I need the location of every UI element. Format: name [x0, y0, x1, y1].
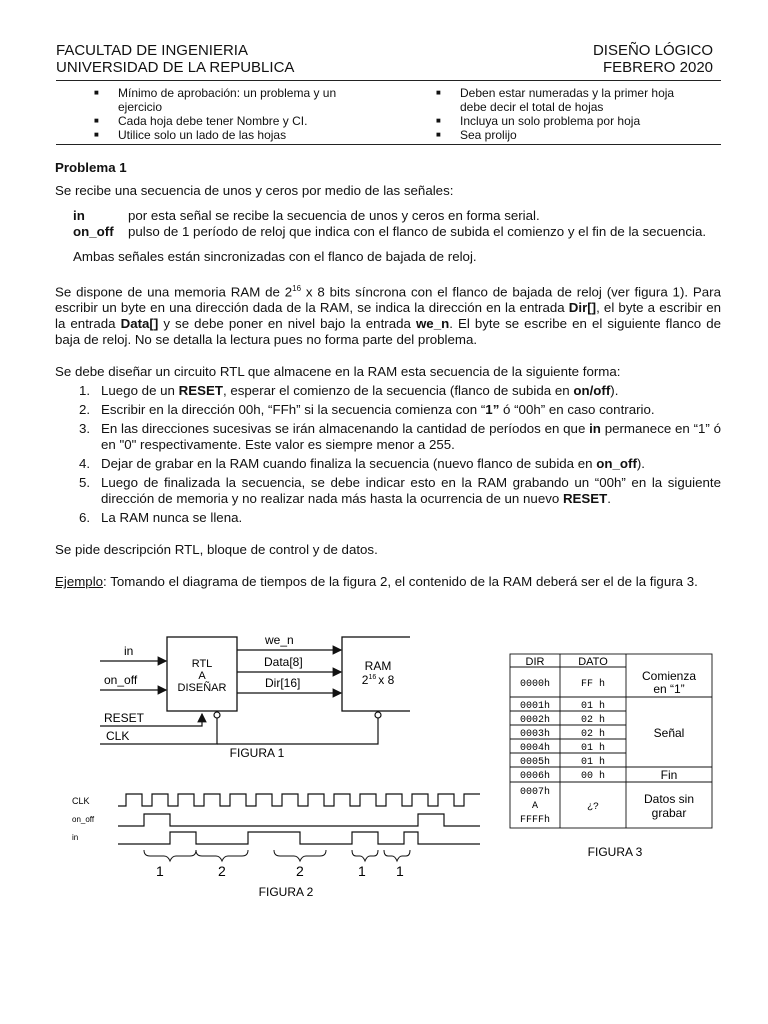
- note-cell: Comienza: [641, 669, 697, 683]
- figure-1-block-diagram: [100, 630, 410, 765]
- dir-cell: 0000h: [519, 679, 551, 690]
- in-waveform: [118, 832, 480, 844]
- figure-3-caption: FIGURA 3: [587, 845, 643, 859]
- rtl-label: DISEÑAR: [177, 682, 227, 694]
- signal-name: on_off: [73, 224, 114, 239]
- we-signal-label: we_n: [265, 633, 294, 647]
- problem-body: [55, 160, 721, 590]
- dir-cell: A: [531, 801, 539, 812]
- onoff-trace-label: on_off: [72, 815, 95, 824]
- design-steps: [55, 383, 721, 526]
- rule-item: ■ Mínimo de aprobación: un problema y un ejercicio: [94, 86, 337, 114]
- note-cell: grabar: [651, 806, 687, 820]
- problem-intro: Se recibe una secuencia de unos y ceros por medio de las señales:: [55, 183, 454, 198]
- count-label: 1: [156, 863, 164, 879]
- step-item: 4. Dejar de grabar en la RAM cuando finaliza la secuencia (nuevo flanco de subida en on_off).: [79, 456, 645, 472]
- onoff-signal-label: on_off: [104, 673, 138, 687]
- in-trace-label: in: [72, 833, 79, 842]
- ram-paragraph: Se dispone de una memoria RAM de $2^{16}$ x 8 bits síncrona con el flanco de bajada de reloj (ver figura 1). Para escribir un byte en una dirección dada de la RAM, se indica la dirección en la entrada Dir[], el byte a escribir en la entrada Data[] y se debe poner en nivel bajo la entrada we_n. El byte se escribe en el siguiente flanco de baja de reloj. No se detalla la lectura pues no forma parte del problema.: [55, 284, 722, 348]
- university-name: UNIVERSIDAD DE LA REPUBLICA: [56, 59, 295, 76]
- step-item: 6. La RAM nunca se llena.: [79, 510, 243, 526]
- note-cell: Datos sin: [643, 792, 695, 806]
- table-header: DIR: [525, 656, 545, 668]
- bullet-icon: ■: [436, 130, 441, 139]
- signal-in: [55, 208, 721, 224]
- task-request: Se pide descripción RTL, bloque de control y de datos.: [55, 542, 378, 558]
- dir-cell: 0007h: [519, 787, 551, 798]
- rule-item: ■ Sea prolijo: [436, 128, 517, 142]
- data-bus-label: Data[8]: [264, 655, 303, 669]
- dir-cell: 0006h: [519, 771, 551, 782]
- rule-item: ■ Deben estar numeradas y la primer hoja debe decir el total de hojas: [436, 86, 675, 114]
- rules-divider: [56, 144, 721, 145]
- step-item: 5. Luego de finalizada la secuencia, se debe indicar esto en la RAM grabando un “00h” en la siguiente dirección de memoria y no realizar nada más hasta la ocurrencia de un nuevo RESET.: [79, 475, 721, 507]
- figure-1-caption: FIGURA 1: [229, 746, 285, 760]
- signal-desc: pulso de 1 período de reloj que indica con el flanco de subida el comienzo y el fin de la secuencia.: [128, 224, 707, 239]
- rule-item: ■ Cada hoja debe tener Nombre y CI.: [94, 114, 308, 128]
- note-cell: en “1”: [653, 682, 685, 696]
- example-paragraph: Ejemplo: Tomando el diagrama de tiempos de la figura 2, el contenido de la RAM deberá ser el de la figura 3.: [55, 574, 698, 590]
- step-item: 3. En las direcciones sucesivas se irán almacenando la cantidad de períodos en que in permanece en “1” ó en "0" respectivamente. Este valor es siempre menor a 255.: [79, 421, 721, 453]
- figure-3-ram-table: [508, 652, 718, 862]
- bullet-icon: ■: [94, 88, 99, 97]
- dato-cell: 02 h: [580, 729, 606, 740]
- dato-cell: 01 h: [580, 757, 606, 768]
- count-label: 1: [358, 863, 366, 879]
- note-cell: Señal: [653, 726, 685, 740]
- dato-cell: 01 h: [580, 701, 606, 712]
- signal-onoff: [55, 224, 721, 240]
- rtl-label: A: [198, 670, 206, 682]
- dato-cell: 02 h: [580, 715, 606, 726]
- bullet-icon: ■: [94, 130, 99, 139]
- bullet-icon: ■: [94, 116, 99, 125]
- signal-desc: por esta señal se recibe la secuencia de unos y ceros en forma serial.: [128, 208, 540, 223]
- dir-cell: 0004h: [519, 743, 551, 754]
- step-item: 2. Escribir en la dirección 00h, “FFh” si la secuencia comienza con “1” ó “00h” en caso contrario.: [79, 402, 655, 418]
- count-label: 2: [296, 863, 304, 879]
- figure-2-timing-diagram: [70, 790, 480, 905]
- in-signal-label: in: [124, 644, 134, 658]
- exam-date: FEBRERO 2020: [602, 59, 713, 76]
- count-label: 2: [218, 863, 226, 879]
- rtl-label: RTL: [191, 658, 213, 670]
- onoff-waveform: [118, 814, 480, 826]
- ram-size-label: $2^{16}$ x 8: [361, 673, 395, 687]
- step-item: 1. Luego de un RESET, esperar el comienzo de la secuencia (flanco de subida en on/off).: [79, 383, 619, 399]
- dir-cell: FFFFh: [519, 815, 551, 826]
- signal-name: in: [73, 208, 85, 223]
- dir-bus-label: Dir[16]: [265, 676, 301, 690]
- count-label: 1: [396, 863, 404, 879]
- course-name: DISEÑO LÓGICO: [592, 42, 713, 59]
- dato-cell: ¿?: [586, 802, 600, 813]
- table-header: DATO: [578, 656, 608, 668]
- header-divider: [56, 80, 721, 81]
- sync-note: Ambas señales están sincronizadas con el flanco de bajada de reloj.: [73, 249, 477, 264]
- reset-signal-label: RESET: [104, 711, 145, 725]
- clk-signal-label: CLK: [106, 729, 130, 743]
- clk-waveform: [118, 794, 480, 806]
- figure-2-caption: FIGURA 2: [258, 885, 314, 899]
- dato-cell: 01 h: [580, 743, 606, 754]
- dir-cell: 0003h: [519, 729, 551, 740]
- rule-item: ■ Incluya un solo problema por hoja: [436, 114, 641, 128]
- dir-cell: 0001h: [519, 701, 551, 712]
- problem-title: Problema 1: [55, 160, 127, 175]
- bullet-icon: ■: [436, 116, 441, 125]
- design-intro: Se debe diseñar un circuito RTL que almacene en la RAM esta secuencia de la siguiente forma:: [55, 364, 621, 380]
- rule-item: ■ Utilice solo un lado de las hojas: [94, 128, 287, 142]
- ram-label: RAM: [364, 659, 392, 673]
- dato-cell: FF h: [580, 679, 606, 690]
- note-cell: Fin: [660, 768, 678, 782]
- dir-cell: 0002h: [519, 715, 551, 726]
- bullet-icon: ■: [436, 88, 441, 97]
- dir-cell: 0005h: [519, 757, 551, 768]
- dato-cell: 00 h: [580, 771, 606, 782]
- clk-trace-label: CLK: [72, 796, 90, 806]
- faculty-name: FACULTAD DE INGENIERIA: [56, 42, 248, 59]
